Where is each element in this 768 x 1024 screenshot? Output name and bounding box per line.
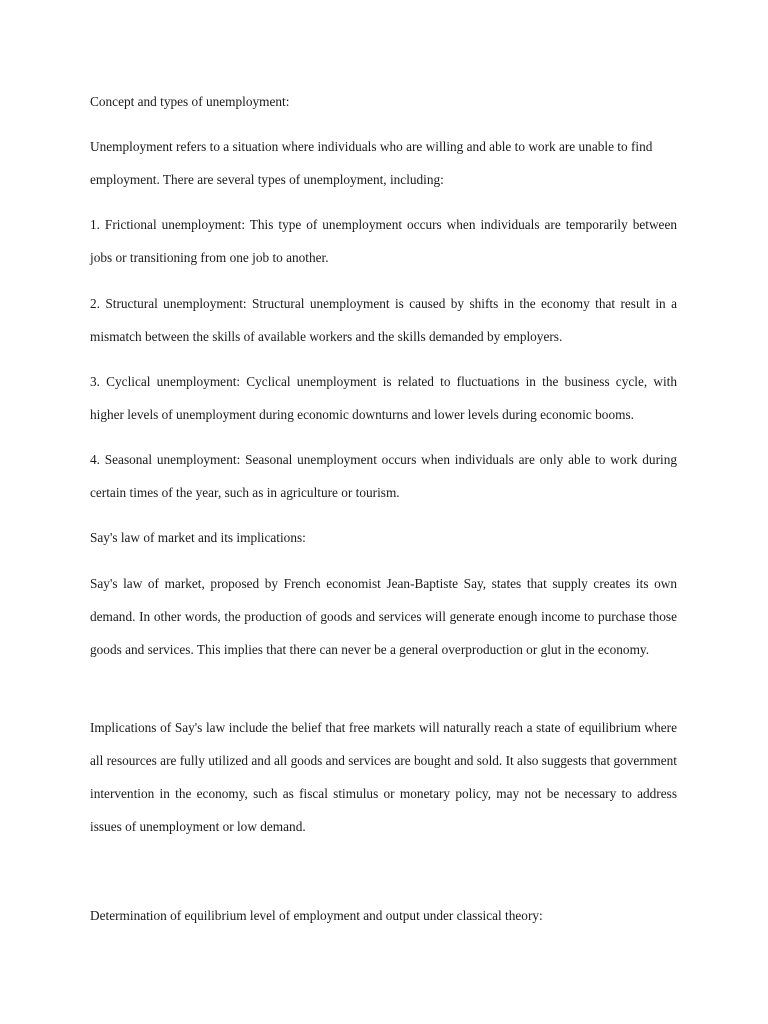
type-frictional: 1. Frictional unemployment: This type of unemployment occurs when individuals are temporarily between jobs or transitioning from one job to another. xyxy=(90,217,677,265)
heading-says-law: Say's law of market and its implications: xyxy=(90,530,306,545)
type-structural: 2. Structural unemployment: Structural unemployment is caused by shifts in the economy that result in a mismatch between the skills of available workers and the skills demanded by employers. xyxy=(90,296,677,344)
type-cyclical: 3. Cyclical unemployment: Cyclical unemployment is related to fluctuations in the business cycle, with higher levels of unemployment during economic downturns and lower levels during economic booms. xyxy=(90,374,677,422)
heading-equilibrium: Determination of equilibrium level of employment and output under classical theory: xyxy=(90,908,543,923)
heading-unemployment: Concept and types of unemployment: xyxy=(90,94,290,109)
implications-paragraph: Implications of Say's law include the belief that free markets will naturally reach a state of equilibrium where all resources are fully utilized and all goods and services are bought and sold. It also suggests that government intervention in the economy, such as fiscal stimulus or monetary policy, may not be necessary to address issues of unemployment or low demand. xyxy=(90,720,677,834)
intro-paragraph: Unemployment refers to a situation where individuals who are willing and able to work are unable to find employment. There are several types of unemployment, including: xyxy=(90,139,653,187)
type-seasonal: 4. Seasonal unemployment: Seasonal unemployment occurs when individuals are only able to work during certain times of the year, such as in agriculture or tourism. xyxy=(90,452,677,500)
says-law-paragraph: Say's law of market, proposed by French economist Jean-Baptiste Say, states that supply creates its own demand. In other words, the production of goods and services will generate enough income to purchase those goods and services. This implies that there can never be a general overproduction or glut in the economy. xyxy=(90,576,677,657)
